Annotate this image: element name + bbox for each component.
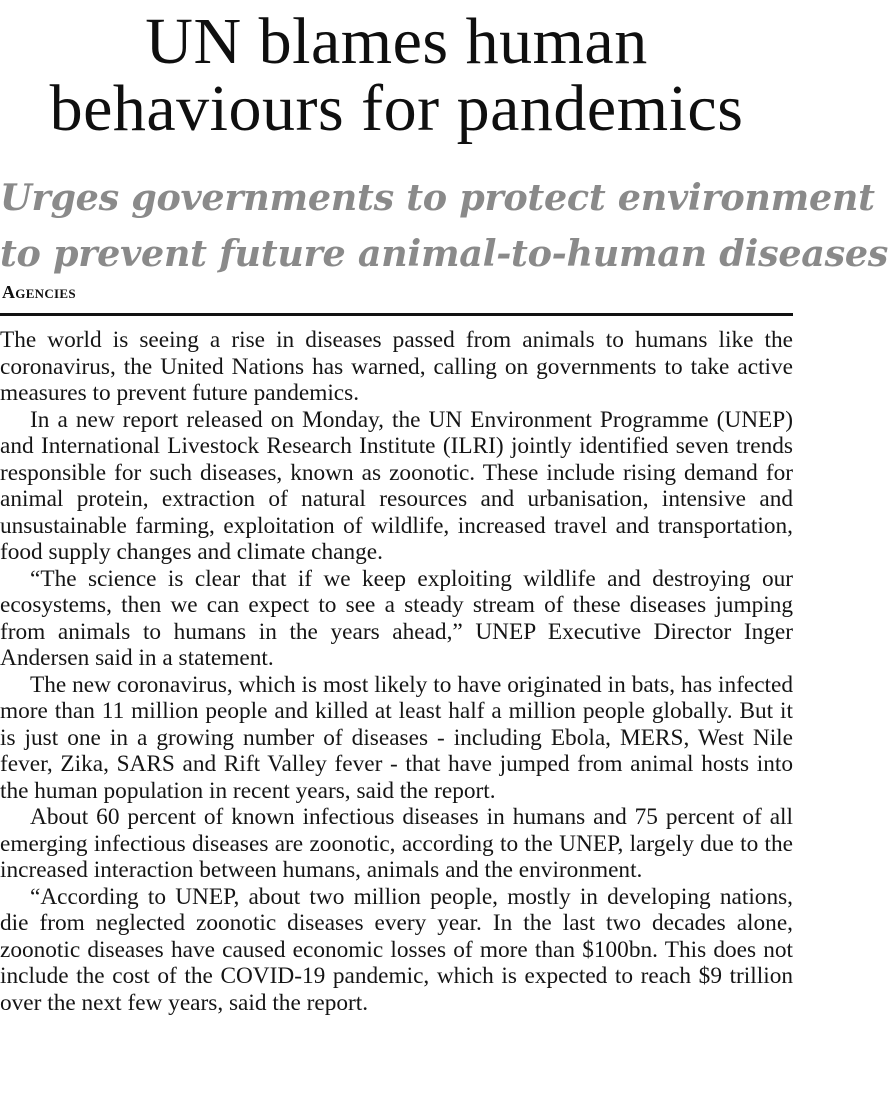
article-body [0, 327, 793, 1016]
byline: Agencies [2, 282, 76, 302]
article-paragraph-5: About 60 percent of known infectious diseases in humans and 75 percent of all emerging infectious diseases are zoonotic, according to the UNEP, largely due to the increased interaction between humans, animals and the environment. [0, 804, 793, 883]
headline-line-1: UN blames human [145, 5, 648, 78]
article-paragraph-3: “The science is clear that if we keep exploiting wildlife and destroying our ecosystems, then we can expect to see a steady stream of these diseases jumping from animals to humans in the years ahead,” UNEP Executive Director Inger Andersen said in a statement. [0, 565, 793, 671]
article-paragraph-4: The new coronavirus, which is most likely to have originated in bats, has infected more than 11 million people and killed at least half a million people globally. But it is just one in a growing number of diseases - including Ebola, MERS, West Nile fever, Zika, SARS and Rift Valley fever - that have jumped from animal hosts into the human population in recent years, said the report. [0, 671, 793, 804]
subheadline-line-1: Urges governments to protect environment [0, 176, 875, 219]
headline-line-2: behaviours for pandemics [49, 72, 744, 145]
subheadline [0, 170, 888, 282]
article-paragraph-1: The world is seeing a rise in diseases passed from animals to humans like the coronavirus, the United Nations has warned, calling on governments to take active measures to prevent future pandemics. [0, 327, 793, 406]
article-paragraph-6: “According to UNEP, about two million people, mostly in developing nations, die from neglected zoonotic diseases every year. In the last two decades alone, zoonotic diseases have caused economic losses of more than $100bn. This does not include the cost of the COVID-19 pandemic, which is expected to reach $9 trillion over the next few years, said the report. [0, 883, 793, 1016]
subheadline-line-2: to prevent future animal-to-human diseases [0, 232, 888, 275]
headline [0, 5, 793, 145]
divider-rule [0, 313, 793, 316]
article-paragraph-2: In a new report released on Monday, the UN Environment Programme (UNEP) and International Livestock Research Institute (ILRI) jointly identified seven trends responsible for such diseases, known as zoonotic. These include rising demand for animal protein, extraction of natural resources and urbanisation, intensive and unsustainable farming, exploitation of wildlife, increased travel and transportation, food supply changes and climate change. [0, 406, 793, 565]
